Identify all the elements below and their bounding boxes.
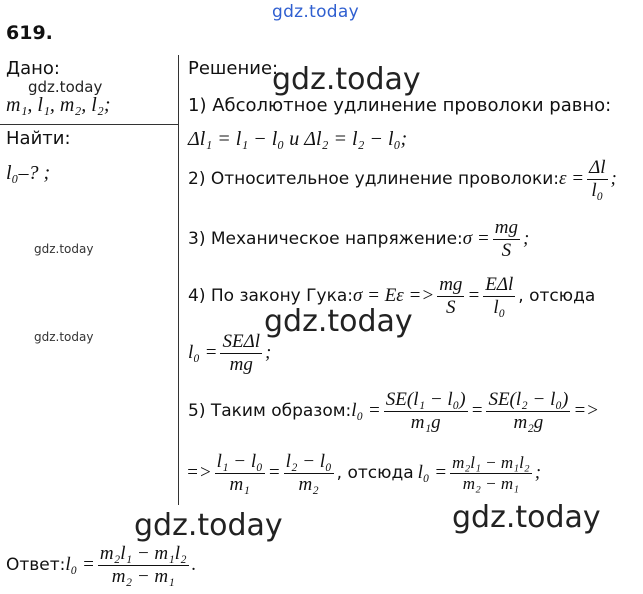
step4-row: 4) По закону Гука: σ = Eε => $\frac{mg}{S}$ = $\frac{\text{EΔl}}{\text{l₀}}$ , отсюда bbox=[188, 273, 596, 318]
step1-text: 1) Абсолютное удлинение проволоки равно: bbox=[188, 95, 612, 116]
watermark-left-1: gdz.today bbox=[34, 242, 94, 256]
answer-numerator: m₂l₁ − m₁l₂ bbox=[99, 542, 187, 564]
table-vertical-divider bbox=[178, 55, 179, 505]
solution-label: Решение: bbox=[188, 58, 279, 79]
step6-denominator-3: m₂ − m₁ bbox=[462, 473, 520, 493]
step5-row: 5) Таким образом: l₀ = $\frac{\text{SE(l₁ − l₀)}}{\text{m₁g}}$ = $\frac{\text{SE(l₂ − l₀)}}{\text{m₂g}}$ => bbox=[188, 388, 599, 433]
given-label: Дано: bbox=[6, 58, 60, 79]
step3-text: 3) Механическое напряжение: bbox=[188, 229, 463, 249]
step6-denominator-2: m₂ bbox=[298, 473, 319, 495]
watermark-top: gdz.today bbox=[272, 2, 359, 22]
watermark-bottom-left: gdz.today bbox=[134, 508, 283, 543]
step2-denominator: l₀ bbox=[591, 179, 604, 201]
step4-denominator-1: S bbox=[446, 296, 456, 318]
answer-row: Ответ: l₀ = $\frac{\text{m₂l₁ − m₁l₂}}{\text{m₂ − m₁}}$ . bbox=[6, 542, 197, 587]
step6-tail: , отсюда bbox=[336, 463, 414, 483]
step5-lhs: l₀ = bbox=[351, 400, 381, 421]
step1-formula: Δl₁ = l₁ − l₀ и Δl₂ = l₂ − l₀; bbox=[188, 128, 408, 150]
step5-fraction-2 bbox=[486, 390, 570, 433]
step4-fraction-2 bbox=[483, 275, 515, 318]
watermark-bottom-right: gdz.today bbox=[452, 500, 601, 535]
step4b-lhs: l₀ = bbox=[188, 342, 218, 363]
step5-text: 5) Таким образом: bbox=[188, 401, 352, 421]
find-label: Найти: bbox=[6, 128, 71, 149]
find-var: l₀–? ; bbox=[6, 162, 51, 184]
step4b-fraction bbox=[220, 332, 262, 375]
step4-numerator-1: mg bbox=[439, 273, 463, 295]
answer-label: Ответ: bbox=[6, 555, 66, 575]
answer-fraction bbox=[98, 544, 189, 587]
step4b-numerator: SEΔl bbox=[222, 330, 261, 352]
step3-numerator: mg bbox=[494, 216, 518, 238]
step6-row: => $\frac{\text{l₁ − l₀}}{\text{m₁}}$ = $\frac{\text{l₂ − l₀}}{\text{m₂}}$ , отсюда l₀ = $\frac{\text{m₂l₁ − m₁l₂}}{\text{m₂ − m₁}}$ ; bbox=[186, 450, 542, 495]
problem-number: 619. bbox=[6, 22, 53, 44]
table-horizontal-divider bbox=[0, 124, 178, 125]
step3-denominator: S bbox=[501, 239, 512, 261]
watermark-given: gdz.today bbox=[28, 78, 103, 96]
step5-numerator-1: SE(l₁ − l₀) bbox=[385, 388, 466, 410]
step6-numerator-2: l₂ − l₀ bbox=[285, 450, 332, 472]
step2-fraction bbox=[587, 158, 607, 201]
step4-eq: σ = Eε => bbox=[353, 285, 435, 306]
step6-fraction-3 bbox=[450, 454, 532, 493]
step6-arrow: => bbox=[186, 462, 212, 483]
given-vars: m₁, l₁, m₂, l₂; bbox=[6, 94, 111, 116]
watermark-solution-mid: gdz.today bbox=[264, 304, 413, 339]
step4-numerator-2: EΔl bbox=[485, 273, 514, 295]
step6-lhs: l₀ = bbox=[417, 462, 448, 483]
answer-denominator: m₂ − m₁ bbox=[111, 565, 175, 587]
step2-numerator: Δl bbox=[589, 156, 606, 178]
step4-denominator-2: l₀ bbox=[493, 296, 506, 318]
watermark-left-2: gdz.today bbox=[34, 330, 94, 344]
step5-arrow: => bbox=[573, 400, 599, 421]
step5-denominator-1: m₁g bbox=[410, 411, 441, 433]
step2-text: 2) Относительное удлинение проволоки: bbox=[188, 169, 560, 189]
step6-fraction-2 bbox=[284, 452, 334, 495]
step3-lhs: σ = bbox=[462, 228, 490, 249]
step6-numerator-3: m₂l₁ − m₁l₂ bbox=[452, 452, 530, 472]
watermark-solution-top: gdz.today bbox=[272, 62, 421, 97]
step5-numerator-2: SE(l₂ − l₀) bbox=[488, 388, 569, 410]
step2-row: 2) Относительное удлинение проволоки: ε = $\frac{\Delta l}{\text{l₀}}$ ; bbox=[188, 156, 617, 201]
step4b-denominator: mg bbox=[229, 353, 253, 375]
step4-fraction-1 bbox=[437, 275, 464, 318]
step4-tail: , отсюда bbox=[518, 286, 596, 306]
step6-fraction-1 bbox=[215, 452, 265, 495]
step5-fraction-1 bbox=[384, 390, 468, 433]
step5-denominator-2: m₂g bbox=[513, 411, 544, 433]
step6-denominator-1: m₁ bbox=[229, 473, 250, 495]
step4-text: 4) По закону Гука: bbox=[188, 286, 353, 306]
answer-lhs: l₀ = bbox=[65, 554, 95, 575]
step6-numerator-1: l₁ − l₀ bbox=[216, 450, 263, 472]
step2-lhs: ε = bbox=[559, 168, 585, 189]
step4b-row: l₀ = $\frac{\text{SEΔl}}{mg}$ ; bbox=[188, 330, 272, 375]
step3-row: 3) Механическое напряжение: σ = $\frac{mg}{S}$ ; bbox=[188, 216, 530, 261]
step3-fraction bbox=[493, 218, 520, 261]
